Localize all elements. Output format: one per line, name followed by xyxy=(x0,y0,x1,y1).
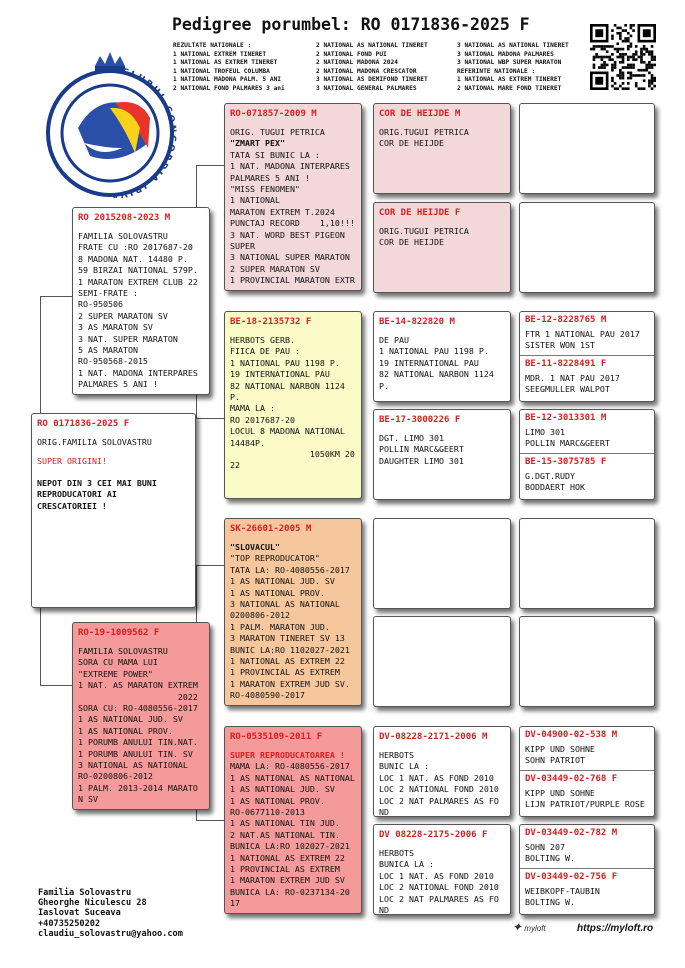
card-line: ORIG.FAMILIA SOLOVASTRU xyxy=(37,437,152,447)
card-line: 1 MARATON EXTREM JUD SV xyxy=(230,875,345,886)
result-line: 3 NATIONAL AS DEMIFOND TINERET xyxy=(316,76,428,84)
card-line: 19 INTERNATIONAL PAU xyxy=(379,357,479,368)
card-line: 5 AS MARATON xyxy=(78,345,138,356)
connector xyxy=(196,565,197,625)
pigeon-card-g5-pair-4[interactable] xyxy=(519,824,655,915)
card-line: WEIBKOPF-TAUBIN xyxy=(525,885,600,896)
card-line: PALMARES 5 ANI ! xyxy=(78,379,158,390)
ring-number: DV-08228-2171-2006 M xyxy=(379,732,488,742)
pigeon-card-g4-3[interactable] xyxy=(373,311,511,402)
card-line: BUNICA LA:RO 102027-2021 xyxy=(230,841,350,852)
pigeon-card-dam-dam[interactable] xyxy=(224,726,362,914)
card-line: 3 NATIONAL SUPER MARATON xyxy=(230,252,350,263)
results-col-2 xyxy=(316,42,428,94)
card-line: NEPOT DIN 3 CEI MAI BUNI xyxy=(37,477,157,488)
card-line: "EXTREME POWER" xyxy=(78,668,153,679)
result-line: 1 NATIONAL AS EXTREM TINERET xyxy=(173,59,278,67)
ring-number: RO 2015208-2023 M xyxy=(78,213,171,223)
card-line: 1 AS NATIONAL JUD. SV xyxy=(230,576,335,587)
card-line: ORIG.TUGUI PETRICA xyxy=(379,226,469,236)
card-line: DGT. LIMO 301 xyxy=(379,433,444,443)
website-link[interactable]: https://myloft.ro xyxy=(577,923,654,934)
card-line: SUPER xyxy=(230,241,255,252)
card-line: 1 NAT. MADONA INTERPARES xyxy=(230,161,350,172)
card-line: MDR. 1 NAT PAU 2017 xyxy=(525,372,620,383)
card-line: LIJN PATRIOT/PURPLE ROSE xyxy=(525,799,645,810)
divider xyxy=(520,868,654,869)
result-line: REFERINTE NATIONALE : xyxy=(457,67,536,75)
card-line: LOC 1 NAT. AS FOND 2010 xyxy=(379,870,494,881)
card-line: SEMI-FRATE : xyxy=(78,288,138,299)
card-line: 1 PROVINCIAL MARATON EXTR xyxy=(230,275,355,286)
card-line: PUNCTAJ RECORD 1,10!!! xyxy=(230,218,355,229)
card-line: BOLTING W. xyxy=(525,897,575,908)
card-line: 3 MARATON TINERET SV 13 xyxy=(230,633,345,644)
card-line: BODDAERT HOK xyxy=(525,482,585,493)
card-line: 1 NATIONAL xyxy=(230,195,280,206)
pigeon-card-g5-empty[interactable] xyxy=(519,103,655,194)
card-line: 0200806-2012 xyxy=(230,610,290,621)
pigeon-card-g4-5-empty[interactable] xyxy=(373,518,511,609)
result-line: 1 NATIONAL AS EXTREM TINERET xyxy=(457,76,562,84)
card-line: KIPP UND SOHNE xyxy=(525,744,595,754)
pigeon-name: "SLOVACUL" xyxy=(230,542,280,552)
ring-number: DV-04900-02-538 M xyxy=(525,730,618,740)
ring-number: DV-03449-02-768 F xyxy=(525,773,618,784)
card-line: BUNIC LA:RO 1102027-2021 xyxy=(230,644,350,655)
card-line: 3 NATIONAL AS NATIONAL xyxy=(230,599,340,610)
card-line: 1 NATIONAL AS EXTREM 22 xyxy=(230,656,345,667)
card-line: FTR 1 NATIONAL PAU 2017 xyxy=(525,329,640,339)
result-line: 3 NATIONAL GENERAL PALMARES xyxy=(316,84,417,92)
pigeon-card-g4-7[interactable] xyxy=(373,726,511,817)
ring-number: RO-0535109-2011 F xyxy=(230,732,323,742)
card-line: HERBOTS GERB. xyxy=(230,335,295,345)
pigeon-card-g5-pair-3[interactable] xyxy=(519,726,655,817)
connector xyxy=(196,565,224,566)
card-line: G.DGT.RUDY xyxy=(525,470,575,481)
card-line: RO 2017687-20 xyxy=(230,414,295,425)
ring-number: DV-03449-02-782 M xyxy=(525,828,618,838)
card-line: 3 NAT. SUPER MARATON xyxy=(78,333,178,344)
page-title: Pedigree porumbel: RO 0171836-2025 F xyxy=(172,15,530,34)
owner-city: Iaslovat Suceava xyxy=(38,908,121,919)
card-line: HERBOTS xyxy=(379,848,414,858)
ring-number: BE-15-3075785 F xyxy=(525,456,607,467)
card-line: P. xyxy=(230,392,240,403)
card-line: 8 MADONA NAT. 14480 P. xyxy=(78,253,188,264)
card-line: "TOP REPRODUCATOR" xyxy=(230,553,320,564)
myloft-logo xyxy=(512,920,546,934)
card-line: 19 INTERNATIONAL PAU xyxy=(230,369,330,380)
card-line: POLLIN MARC&GEERT xyxy=(379,444,464,455)
ring-number: RO 0171836-2025 F xyxy=(37,419,130,429)
ring-number: SK-26601-2005 M xyxy=(230,524,312,534)
card-line: 1 MARATON EXTREM JUD SV. xyxy=(230,678,350,689)
pigeon-card-mother[interactable] xyxy=(72,622,210,810)
card-line: RO-950506 xyxy=(78,299,123,310)
card-line: 22 xyxy=(230,460,240,471)
card-line: 1 AS NATIONAL JUD. SV xyxy=(78,714,183,725)
pigeon-card-father[interactable] xyxy=(72,207,210,395)
result-line: 1 NATIONAL MADONA PALM. 5 ANI xyxy=(173,76,282,84)
connector xyxy=(40,685,72,686)
card-line: 1 NAT. AS MARATON EXTREM xyxy=(78,680,198,691)
card-line: MAMA LA : xyxy=(230,403,275,414)
card-line: LOC 2 NATIONAL FOND 2010 xyxy=(379,882,499,893)
owner-name: Familia Solovastru xyxy=(38,888,132,898)
card-line: 1 AS NATIONAL PROV. xyxy=(230,587,325,598)
card-line: BUNICA LA : xyxy=(379,859,434,870)
results-col-1 xyxy=(173,42,285,94)
connector xyxy=(196,165,224,166)
pigeon-card-g5-empty[interactable] xyxy=(519,518,655,609)
card-line: BOLTING W. xyxy=(525,853,575,864)
card-line: DAUGHTER LIMO 301 xyxy=(379,455,464,466)
card-line: 3 AS MARATON SV xyxy=(78,322,153,333)
svg-text:CLUBUL CONCORDIA IBIVA: CLUBUL CONCORDIA IBIVA xyxy=(109,67,178,198)
ring-number: BE-18-2135732 F xyxy=(230,317,312,327)
card-line: 2 SUPER MARATON SV xyxy=(78,310,168,321)
ring-number: COR DE HEIJDE M xyxy=(379,109,461,119)
card-line: 3 NATIONAL AS NATIONAL xyxy=(78,760,188,771)
pigeon-card-sire-dam[interactable] xyxy=(224,311,362,499)
card-line: ND xyxy=(379,905,389,915)
owner-phone: +40735250202 xyxy=(38,918,101,929)
owner-address xyxy=(38,888,183,939)
card-line: SORA CU: RO-4080556-2017 xyxy=(78,703,198,714)
card-line: 1 AS NATIONAL PROV. xyxy=(78,725,173,736)
divider xyxy=(520,770,654,771)
result-line: 3 NATIONAL WBP SUPER MARATON xyxy=(457,59,562,67)
pigeon-card-g5-empty[interactable] xyxy=(519,202,655,293)
brand-name: myloft xyxy=(524,924,546,933)
card-line: TATA SI BUNIC LA : xyxy=(230,149,320,160)
card-line: 1 PALM. MARATON JUD. xyxy=(230,621,330,632)
card-line: 1 PORUMB ANULUI TIN.NAT. xyxy=(78,737,198,748)
card-line: POLLIN MARC&GEERT xyxy=(525,438,610,449)
card-line: PALMARES 5 ANI ! xyxy=(230,172,310,183)
card-line: 1050KM 20 xyxy=(230,449,355,460)
card-line: SISTER WON 1ST xyxy=(525,340,595,351)
card-line: 59 BIRZAI NATIONAL 579P. xyxy=(78,265,198,276)
divider xyxy=(520,453,654,454)
pigeon-card-sire-sire[interactable] xyxy=(224,103,362,291)
connector xyxy=(196,418,224,419)
card-line: 1 PROVINCIAL AS EXTREM xyxy=(230,864,340,875)
card-line: 1 NATIONAL PAU 1198 P. xyxy=(230,357,340,368)
result-line: 2 NATIONAL FOND PUI xyxy=(316,50,387,58)
card-line: SOHN 207 xyxy=(525,842,565,852)
card-line: FRATE CU :RO 2017687-20 xyxy=(78,242,193,253)
card-line: LOC 2 NAT PALMARES AS FO xyxy=(379,795,499,806)
owner-email[interactable]: claudiu_solovastru@yahoo.com xyxy=(38,928,183,939)
card-line: 1 AS NATIONAL AS NATIONAL xyxy=(230,772,355,783)
connector xyxy=(40,296,41,416)
card-line: P. xyxy=(379,380,389,391)
card-line: 1 PROVINCIAL AS EXTREM xyxy=(230,667,340,678)
card-line: 1 PORUMB ANULUI TIN. SV xyxy=(78,748,193,759)
result-line: REZULTATE NATIONALE : xyxy=(173,42,252,49)
card-line: RO-0200806-2012 xyxy=(78,771,153,782)
card-line: LOCUL 8 MADONA NATIONAL xyxy=(230,426,345,437)
card-line: SEEGMULLER WALPOT xyxy=(525,384,610,395)
result-line: 3 NATIONAL MADONA PALMARES xyxy=(457,50,554,58)
card-line: BUNICA LA: RO-0237134-20 xyxy=(230,886,350,897)
card-line: LOC 2 NATIONAL FOND 2010 xyxy=(379,784,499,795)
result-line: 2 NATIONAL AS NATIONAL TINERET xyxy=(316,42,428,49)
card-line: FAMILIA SOLOVASTRU xyxy=(78,646,168,656)
result-line: 1 NATIONAL TROFEUL COLUMBA xyxy=(173,67,270,75)
connector xyxy=(196,820,224,821)
card-line: 2 SUPER MARATON SV xyxy=(230,263,320,274)
ring-number: BE-11-8228491 F xyxy=(525,358,607,369)
card-line: N SV xyxy=(78,794,98,805)
card-line: SORA CU MAMA LUI xyxy=(78,657,158,668)
connector xyxy=(40,607,41,685)
ring-number: BE-17-3000226 F xyxy=(379,415,461,425)
ring-number: RO-071857-2009 M xyxy=(230,109,317,119)
card-line: MAMA LA: RO-4080556-2017 xyxy=(230,761,350,772)
result-line: 3 NATIONAL AS NATIONAL TINERET xyxy=(457,42,569,49)
ring-number: DV 08228-2175-2006 F xyxy=(379,830,488,840)
club-logo xyxy=(40,48,180,198)
card-line: ORIG. TUGUI PETRICA xyxy=(230,127,325,137)
divider xyxy=(520,355,654,356)
pigeon-card-g5-pair-1[interactable] xyxy=(519,311,655,402)
pigeon-card-g4-1[interactable] xyxy=(373,103,511,194)
result-line: 2 NATIONAL MADONA CRESCATOR xyxy=(316,67,417,75)
card-line: FIICA DE PAU : xyxy=(230,346,300,357)
card-highlight: SUPER REPRODUCATOAREA ! xyxy=(230,750,345,760)
card-line: 82 NATIONAL NARBON 1124 xyxy=(230,380,345,391)
card-line: COR DE HEIJDE xyxy=(379,138,444,149)
result-line: 2 NATIONAL MADONA 2024 xyxy=(316,59,398,67)
card-line: BUNIC LA : xyxy=(379,761,429,772)
card-line: 1 PALM. 2013-2014 MARATO xyxy=(78,782,198,793)
results-col-3 xyxy=(457,42,569,94)
card-line: ND xyxy=(379,807,389,817)
pigeon-name: "ZMART PEX" xyxy=(230,138,285,149)
card-line: TATA LA: RO-4080556-2017 xyxy=(230,564,350,575)
pigeon-card-dam-sire[interactable] xyxy=(224,518,362,706)
card-line: LOC 2 NAT PALMARES AS FO xyxy=(379,893,499,904)
ring-number: BE-12-8228765 M xyxy=(525,315,607,325)
pigeon-card-g4-2[interactable] xyxy=(373,202,511,293)
card-line: DE PAU xyxy=(379,335,409,345)
card-line: COR DE HEIJDE xyxy=(379,237,444,248)
card-highlight: SUPER ORIGINI! xyxy=(37,456,107,467)
card-line: 1 NAT. MADONA INTERPARES xyxy=(78,367,198,378)
pigeon-card-g4-8[interactable] xyxy=(373,824,511,915)
card-line: MARATON EXTREM T.2024 xyxy=(230,206,335,217)
ring-number: BE-12-3013301 M xyxy=(525,413,607,423)
pigeon-card-g5-empty[interactable] xyxy=(519,616,655,707)
ring-number: DV-03449-02-756 F xyxy=(525,871,618,882)
qr-code-icon[interactable] xyxy=(590,24,656,90)
card-line: "MISS FENOMEN" xyxy=(230,184,300,195)
card-line: LOC 1 NAT. AS FOND 2010 xyxy=(379,772,494,783)
card-line: 2022 xyxy=(78,691,198,702)
card-line: CRESCATORIEI ! xyxy=(37,500,107,511)
result-line: 1 NATIONAL EXTREM TINERET xyxy=(173,50,267,58)
owner-street: Gheorghe Niculescu 28 xyxy=(38,898,147,909)
card-line: 82 NATIONAL NARBON 1124 xyxy=(379,369,494,380)
pigeon-card-g5-pair-2[interactable] xyxy=(519,409,655,500)
result-line: 2 NATIONAL FOND PALMARES 3 ani xyxy=(173,84,285,92)
pigeon-card-g4-6-empty[interactable] xyxy=(373,616,511,707)
card-line: 1 MARATON EXTREM CLUB 22 xyxy=(78,276,198,287)
card-line: HERBOTS xyxy=(379,750,414,760)
card-line: 1 NATIONAL AS EXTREM 22 xyxy=(230,852,345,863)
card-line: 1 AS NATIONAL JUD. SV xyxy=(230,784,335,795)
result-line: 2 NATIONAL MARE FOND TINERET xyxy=(457,84,562,92)
card-line: 14484P. xyxy=(230,437,265,448)
card-line: RO-0677110-2013 xyxy=(230,807,305,818)
connector xyxy=(40,296,72,297)
bird-icon: ✦ xyxy=(512,920,523,934)
pigeon-card-main[interactable] xyxy=(31,413,196,608)
card-line: FAMILIA SOLOVASTRU xyxy=(78,231,168,241)
pigeon-card-g4-4[interactable] xyxy=(373,409,511,500)
card-line: 1 NATIONAL PAU 1198 P. xyxy=(379,346,489,357)
card-line: 1 AS NATIONAL TIN JUD. xyxy=(230,818,340,829)
ring-number: COR DE HEIJDE F xyxy=(379,208,461,218)
card-line: LIMO 301 xyxy=(525,427,565,437)
card-line: ORIG.TUGUI PETRICA xyxy=(379,127,469,137)
card-line: RO-4080590-2017 xyxy=(230,690,305,701)
ring-number: RO-19-1009562 F xyxy=(78,628,160,638)
card-line: KIPP UND SOHNE xyxy=(525,787,595,798)
card-line: RO-950568-2015 xyxy=(78,356,148,367)
ring-number: BE-14-822820 M xyxy=(379,317,455,327)
card-line: 17 xyxy=(230,898,240,909)
card-line: 3 NAT. WORD BEST PIGEON xyxy=(230,229,345,240)
card-line: 1 AS NATIONAL PROV. xyxy=(230,795,325,806)
card-line: REPRODUCATORI AI xyxy=(37,489,117,500)
card-line: SOHN PATRIOT xyxy=(525,755,585,766)
card-line: 2 NAT.AS NATIONAL TIN. xyxy=(230,829,340,840)
